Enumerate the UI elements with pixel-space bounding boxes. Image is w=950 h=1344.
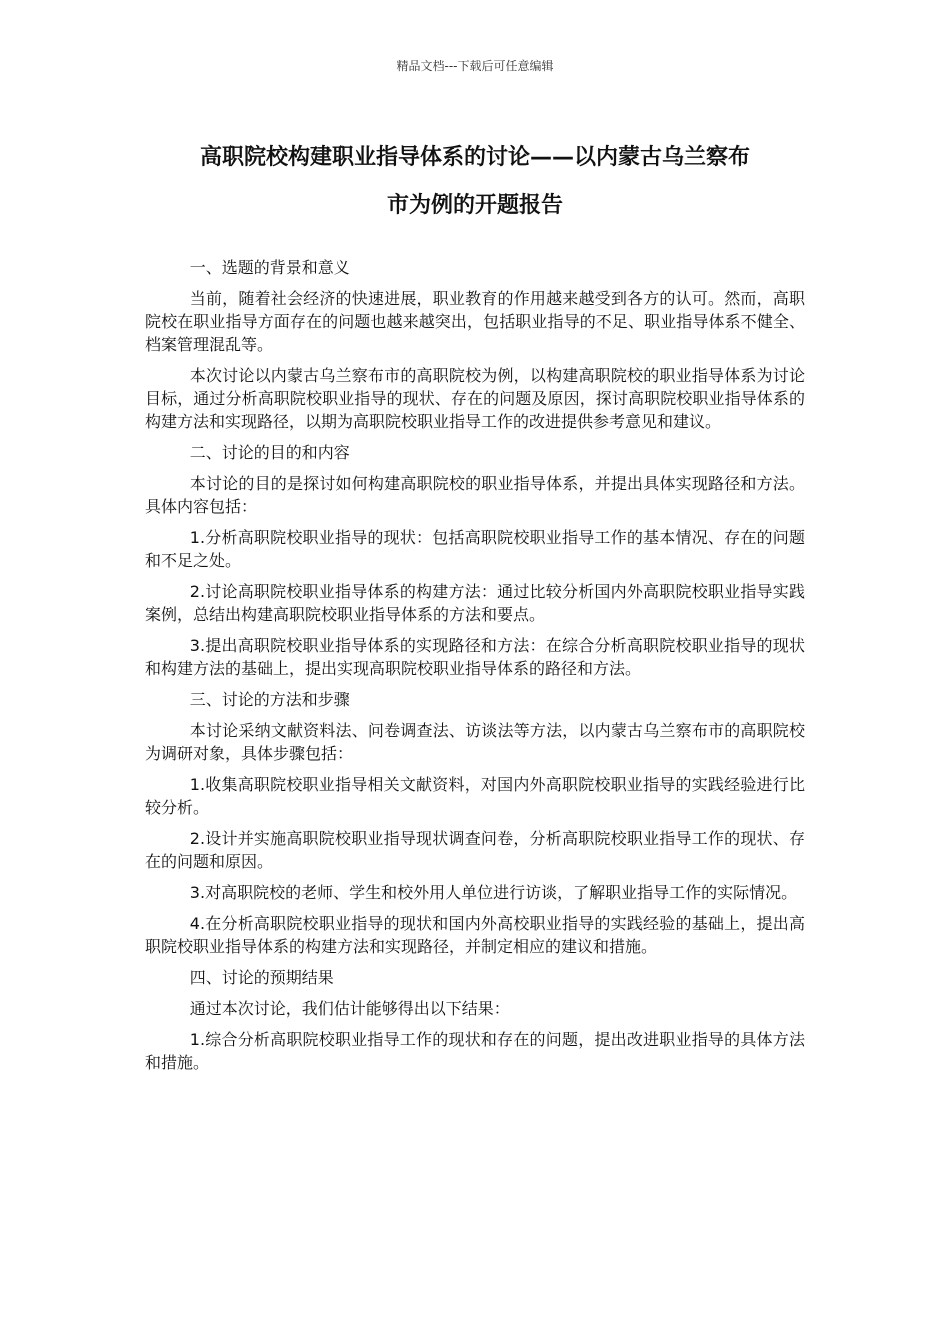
title-line-1: 高职院校构建职业指导体系的讨论——以内蒙古乌兰察布 <box>199 145 750 170</box>
section-heading-purpose: 二、讨论的目的和内容 <box>189 443 350 462</box>
list-item: 1.分析高职院校职业指导的现状：包括高职院校职业指导工作的基本情况、存在的问题和不足之处。 <box>145 528 805 570</box>
list-item: 3.提出高职院校职业指导体系的实现路径和方法：在综合分析高职院校职业指导的现状和构建方法的基础上，提出实现高职院校职业指导体系的路径和方法。 <box>145 636 805 678</box>
paragraph: 通过本次讨论，我们估计能够得出以下结果： <box>189 999 510 1018</box>
list-item: 3.对高职院校的老师、学生和校外用人单位进行访谈，了解职业指导工作的实际情况。 <box>189 883 798 902</box>
section-heading-background: 一、选题的背景和意义 <box>189 258 350 277</box>
paragraph: 本讨论采纳文献资料法、问卷调查法、访谈法等方法，以内蒙古乌兰察布市的高职院校为调研对象，具体步骤包括： <box>145 721 805 763</box>
document-title <box>145 134 805 230</box>
section-heading-methods: 三、讨论的方法和步骤 <box>189 690 350 709</box>
list-item: 1.收集高职院校职业指导相关文献资料，对国内外高职院校职业指导的实践经验进行比较分析。 <box>145 775 805 817</box>
section-heading-results: 四、讨论的预期结果 <box>189 968 334 987</box>
paragraph: 当前，随着社会经济的快速进展，职业教育的作用越来越受到各方的认可。然而，高职院校在职业指导方面存在的问题也越来越突出，包括职业指导的不足、职业指导体系不健全、档案管理混乱等。 <box>145 289 805 354</box>
paragraph: 本次讨论以内蒙古乌兰察布市的高职院校为例，以构建高职院校的职业指导体系为讨论目标，通过分析高职院校职业指导的现状、存在的问题及原因，探讨高职院校职业指导体系的构建方法和实现路径，以期为高职院校职业指导工作的改进提供参考意见和建议。 <box>145 366 805 431</box>
list-item: 2.设计并实施高职院校职业指导现状调查问卷，分析高职院校职业指导工作的现状、存在的问题和原因。 <box>145 829 805 871</box>
document-body <box>145 256 805 1082</box>
list-item: 4.在分析高职院校职业指导的现状和国内外高校职业指导的实践经验的基础上，提出高职院校职业指导体系的构建方法和实现路径，并制定相应的建议和措施。 <box>145 914 805 956</box>
title-line-2: 市为例的开题报告 <box>386 193 563 218</box>
paragraph: 本讨论的目的是探讨如何构建高职院校的职业指导体系，并提出具体实现路径和方法。具体内容包括： <box>145 474 805 516</box>
list-item: 2.讨论高职院校职业指导体系的构建方法：通过比较分析国内外高职院校职业指导实践案例，总结出构建高职院校职业指导体系的方法和要点。 <box>145 582 805 624</box>
list-item: 1.综合分析高职院校职业指导工作的现状和存在的问题，提出改进职业指导的具体方法和措施。 <box>145 1030 805 1072</box>
running-header: 精品文档---下载后可任意编辑 <box>396 59 554 73</box>
